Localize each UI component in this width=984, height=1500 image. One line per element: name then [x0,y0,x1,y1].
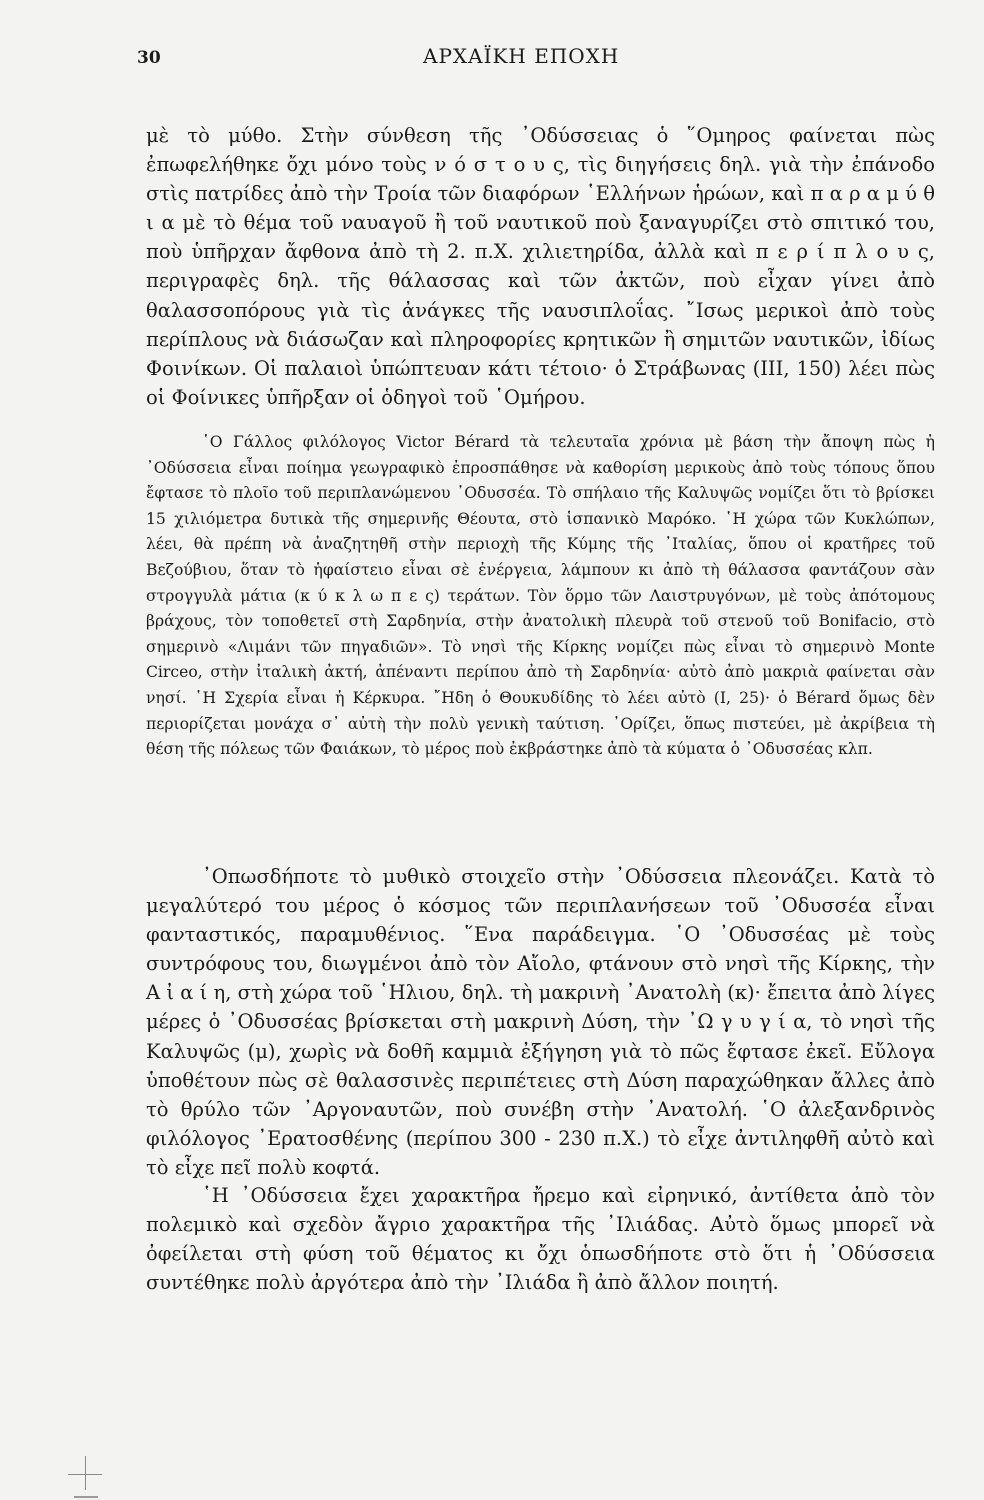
page-number: 30 [137,48,161,68]
crop-mark-bottom [74,1496,98,1498]
crop-mark-vertical [85,1456,86,1490]
paragraph-sources-of-odyssey: μὲ τὸ μύθο. Στὴν σύνθεση τῆς ᾿Οδύσσειας ὁ ῞Ομηρος φαίνεται πὼς ἐπωφελήθηκε ὄχι μόνο τοὺς ν ό σ τ ο υ ς, τὶς διηγήσεις δηλ. γιὰ τὴν ἐπάνοδο στὶς πατρίδες ἀπὸ τὴν Τροία τῶν διαφόρων ῾Ελλήνων ἡρώων, καὶ π α ρ α μ ύ θ ι α μὲ τὸ θέμα τοῦ ναυαγοῦ ἢ τοῦ ναυτικοῦ ποὺ ξαναγυρίζει στὸ σπιτικό του, ποὺ ὑπῆρχαν ἄφθονα ἀπὸ τὴ 2. π.Χ. χιλιετηρίδα, ἀλλὰ καὶ π ε ρ ί π λ ο υ ς, περιγραφὲς δηλ. τῆς θάλασσας καὶ τῶν ἀκτῶν, ποὺ εἶχαν γίνει ἀπὸ θαλασσοπόρους γιὰ τὶς ἀνάγκες τῆς ναυσιπλοΐας. ῎Ισως μερικοὶ ἀπὸ τοὺς περίπλους νὰ διάσωζαν καὶ πληροφορίες κρητικῶν ἢ σημιτῶν ναυτικῶν, ἰδίως Φοινίκων. Οἱ παλαιοὶ ὑπώπτευαν κάτι τέτοιο· ὁ Στράβωνας (ΙΙΙ, 150) λέει πὼς οἱ Φοίνικες ὑπῆρξαν οἱ ὁδηγοὶ τοῦ ῾Ομήρου. [146,124,935,409]
paragraph-mythical-element: ᾿Οπωσδήποτε τὸ μυθικὸ στοιχεῖο στὴν ᾿Οδύσσεια πλεονάζει. Κατὰ τὸ μεγαλύτερό του μέρος ὁ κόσμος τῶν περιπλανήσεων τοῦ ᾿Οδυσσέα εἶναι φανταστικός, παραμυθένιος. ῞Ενα παράδειγμα. ῾Ο ᾿Οδυσσέας μὲ τοὺς συντρόφους του, διωγμένοι ἀπὸ τὸν Αἴολο, φτάνουν στὸ νησὶ τῆς Κίρκης, τὴν Α ἰ α ί η, στὴ χώρα τοῦ ῾Ηλιου, δηλ. τὴ μακρινὴ ᾿Ανατολὴ (κ)· ἔπειτα ἀπὸ λίγες μέρες ὁ ᾿Οδυσσέας βρίσκεται στὴ μακρινὴ Δύση, τὴν ᾿Ω γ υ γ ί α, τὸ νησὶ τῆς Καλυψῶς (μ), χωρὶς νὰ δοθῆ καμμιὰ ἐξήγηση γιὰ τὸ πῶς ἔφτασε ἐκεῖ. Εὔλογα ὑποθέτουν πὼς σὲ θαλασσινὲς περιπέτειες στὴ Δύση παραχώθηκαν ἄλλες ἀπὸ τὸ θρύλο τῶν ᾿Αργοναυτῶν, ποὺ συνέβη στὴν ᾿Ανατολή. ῾Ο ἀλεξανδρινὸς φιλόλογος ᾿Ερατοσθένης (περίπου 300 - 230 π.Χ.) τὸ εἶχε ἀντιληφθῆ αὐτὸ καὶ τὸ εἶχε πεῖ πολὺ κοφτά. [146,865,935,1179]
paragraph-berard-geography: ῾Ο Γάλλος φιλόλογος Victor Bérard τὰ τελευταῖα χρόνια μὲ βάση τὴν ἄποψη πὼς ἡ ᾿Οδύσσεια εἶναι ποίημα γεωγραφικὸ ἐπροσπάθησε νὰ καθορίση μερικοὺς ἀπὸ τοὺς τόπους ὅπου ἔφτασε τὸ πλοῖο τοῦ περιπλανώμενου ᾿Οδυσσέα. Τὸ σπήλαιο τῆς Καλυψῶς νομίζει ὅτι τὸ βρίσκει 15 χιλιόμετρα δυτικὰ τῆς σημερινῆς Θέουτα, στὸ ἱσπανικὸ Μαρόκο. ῾Η χώρα τῶν Κυκλώπων, λέει, θὰ πρέπη νὰ ἀναζητηθῆ στὴν περιοχὴ τῆς Κύμης τῆς ᾿Ιταλίας, ὅπου οἱ κρατῆρες τοῦ Βεζούβιου, ὅταν τὸ ἡφαίστειο εἶναι σὲ ἐνέργεια, λάμπουν κι ἀπὸ τὴ θάλασσα φαντάζουν σὰν στρογγυλὰ μάτια (κ ύ κ λ ω π ε ς) τεράτων. Τὸν ὅρμο τῶν Λαιστρυγόνων, μὲ τοὺς ἀπότομους βράχους, τὸν τοποθετεῖ στὴ Σαρδηνία, στὴν ἀνατολικὴ πλευρὰ τοῦ στενοῦ τοῦ Bonifacio, στὸ σημερινὸ «Λιμάνι τῶν πηγαδιῶν». Τὸ νησὶ τῆς Κίρκης νομίζει πὼς εἶναι τὸ σημερινὸ Monte Circeo, στὴν ἰταλικὴ ἀκτή, ἀπέναντι περίπου ἀπὸ τὴ Σαρδηνία· αὐτὸ ἀπὸ μακριὰ φαίνεται σὰν νησί. ῾Η Σχερία εἶναι ἡ Κέρκυρα. ῎Ηδη ὁ Θουκυδίδης τὸ λέει αὐτὸ (Ι, 25)· ὁ Bérard ὅμως δὲν περιορίζεται μονάχα σ᾿ αὐτὴ τὴν πολὺ γενικὴ ταύτιση. ᾿Ορίζει, ὅπως πιστεύει, μὲ ἀκρίβεια τὴ θέση τῆς πόλεως τῶν Φαιάκων, τὸ μέρος ποὺ ἐκβράστηκε ἀπὸ τὰ κύματα ὁ ᾿Οδυσσέας κλπ. [146,433,935,759]
running-title: ΑΡΧΑΪΚΗ ΕΠΟΧΗ [423,44,620,68]
paragraph-odyssey-character: ῾Η ᾿Οδύσσεια ἔχει χαρακτῆρα ἤρεμο καὶ εἰρηνικό, ἀντίθετα ἀπὸ τὸν πολεμικὸ καὶ σχεδὸν ἄγριο χαρακτῆρα τῆς ᾿Ιλιάδας. Αὐτὸ ὅμως μπορεῖ νὰ ὀφείλεται στὴ φύση τοῦ θέματος κι ὄχι ὁπωσδήποτε στὸ ὅτι ἡ ᾿Οδύσσεια συντέθηκε πολὺ ἀργότερα ἀπὸ τὴν ᾿Ιλιάδα ἢ ἀπὸ ἄλλον ποιητή. [146,1184,935,1295]
page-header [0,44,984,78]
